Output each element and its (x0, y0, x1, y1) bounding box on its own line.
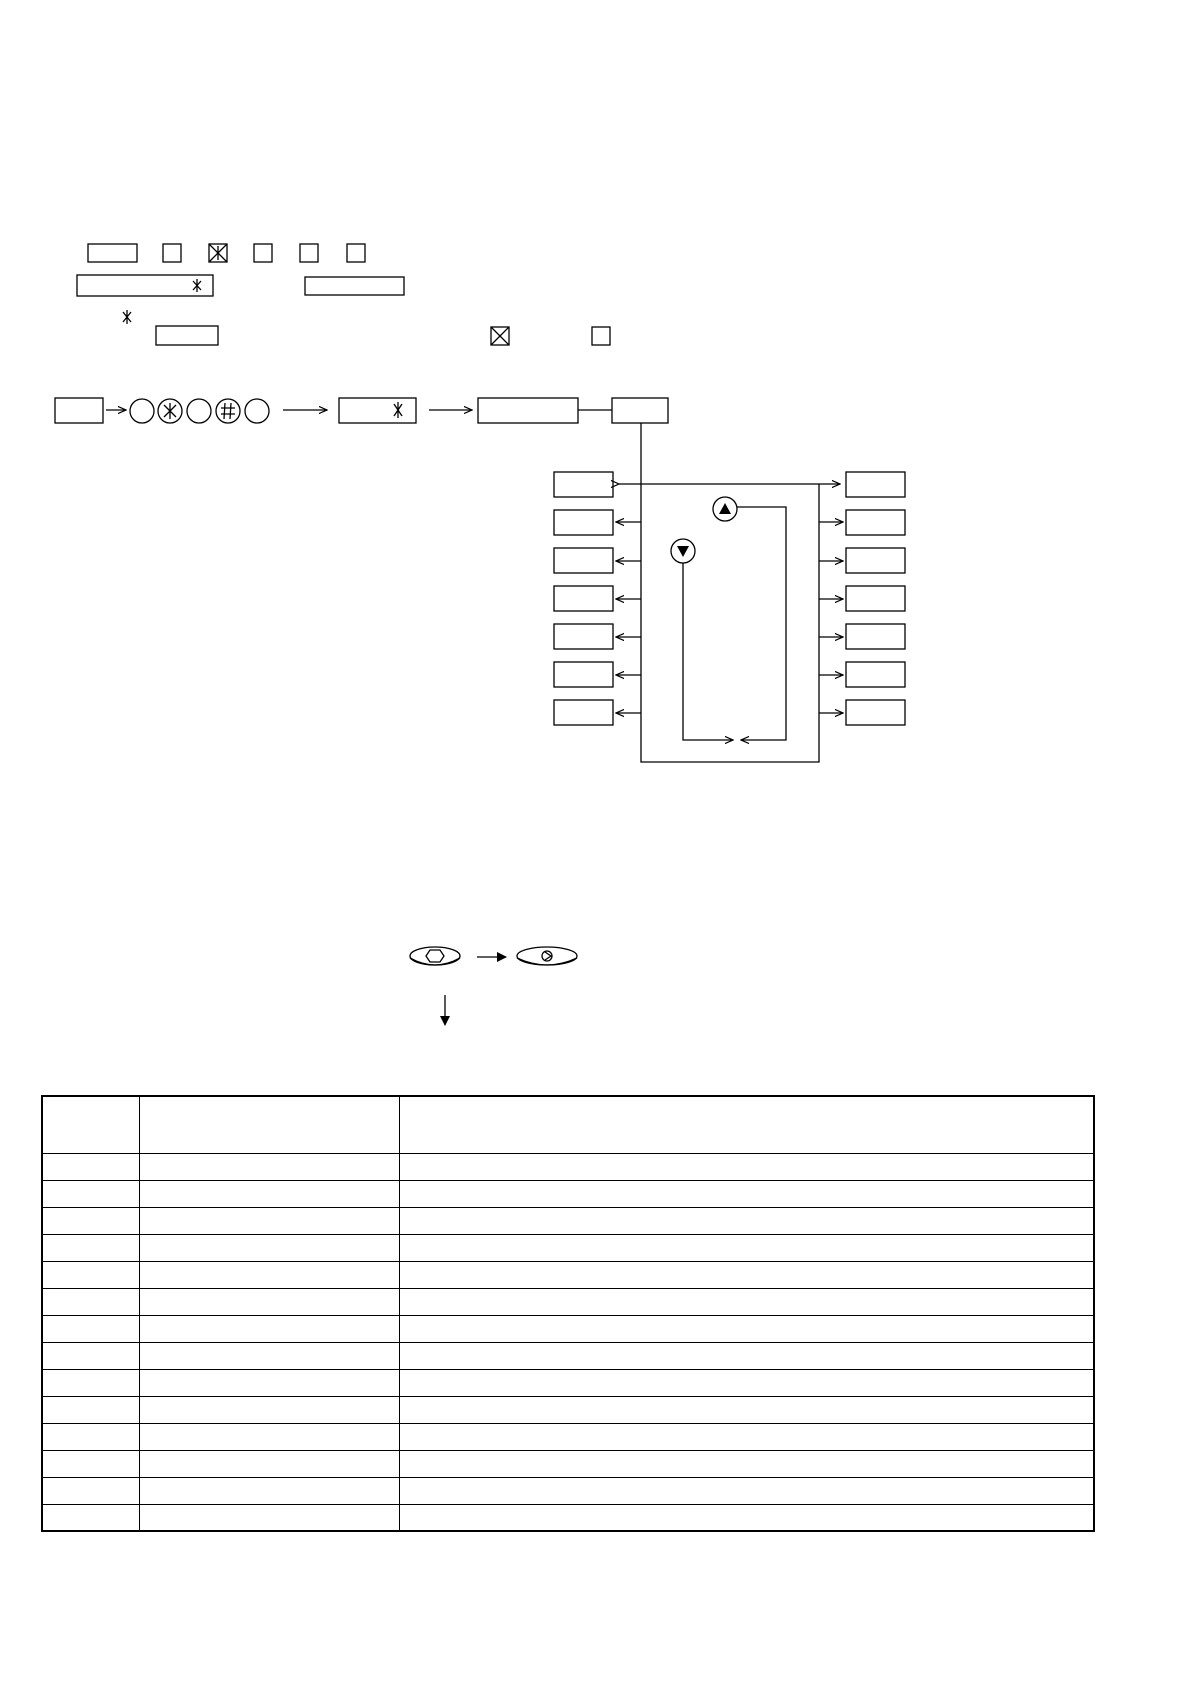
table-row (42, 1154, 1094, 1181)
table-cell (399, 1316, 1094, 1343)
table-cell (399, 1181, 1094, 1208)
legend-line-2 (77, 275, 404, 296)
legend-display-box (305, 277, 404, 295)
legend-key-wide (88, 244, 137, 262)
code-table (41, 1095, 1095, 1532)
legend-key-crossed-2 (491, 327, 509, 345)
display-box-wide (478, 398, 578, 423)
table-cell (139, 1289, 399, 1316)
table-cell (42, 1424, 139, 1451)
table-cell (42, 1343, 139, 1370)
table-cell (139, 1235, 399, 1262)
table-cell (139, 1424, 399, 1451)
table-row (42, 1208, 1094, 1235)
display-box-short (612, 398, 668, 423)
table-cell (42, 1208, 139, 1235)
table-cell (139, 1505, 399, 1532)
legend-line-1 (88, 244, 365, 262)
table-header-row (42, 1096, 1094, 1154)
menu-item-left (554, 624, 613, 649)
table-cell (42, 1154, 139, 1181)
menu-item-left (554, 586, 613, 611)
table-row (42, 1424, 1094, 1451)
display-asterisk-box (339, 398, 416, 423)
table-cell (399, 1505, 1094, 1532)
table-cell (42, 1262, 139, 1289)
menu-item-right (846, 624, 905, 649)
table-cell (399, 1154, 1094, 1181)
table-row (42, 1235, 1094, 1262)
table-row (42, 1397, 1094, 1424)
legend-key-5 (592, 327, 610, 345)
legend-key-crossed (209, 244, 227, 262)
table-cell (42, 1181, 139, 1208)
table-cell (42, 1505, 139, 1532)
table-row (42, 1289, 1094, 1316)
table-cell (399, 1478, 1094, 1505)
menu-items-left (554, 472, 641, 725)
menu-item-right (846, 662, 905, 687)
menu-items-right (819, 472, 905, 725)
menu-item-right (846, 700, 905, 725)
legend-display-small (156, 326, 218, 345)
column-header (139, 1096, 399, 1154)
menu-item-left (554, 700, 613, 725)
table-row (42, 1505, 1094, 1532)
legend-key-4 (347, 244, 365, 262)
table-row (42, 1262, 1094, 1289)
function-key-box (55, 398, 103, 423)
table-cell (139, 1208, 399, 1235)
table-cell (42, 1235, 139, 1262)
table-cell (139, 1181, 399, 1208)
number-key (130, 399, 154, 423)
menu-item-right (846, 586, 905, 611)
legend-key-1 (163, 244, 181, 262)
menu-item-left (554, 548, 613, 573)
table-cell (399, 1208, 1094, 1235)
entry-sequence (55, 398, 668, 484)
stop-key-icon (410, 947, 460, 965)
menu-item-left (554, 510, 613, 535)
legend-line-3 (123, 310, 610, 345)
column-header (399, 1096, 1094, 1154)
menu-item-right (846, 510, 905, 535)
scroll-loop (683, 507, 786, 740)
table-cell (139, 1262, 399, 1289)
number-key (245, 399, 269, 423)
asterisk-key-icon (158, 399, 182, 423)
table-cell (399, 1343, 1094, 1370)
menu-item-right (846, 548, 905, 573)
table-row (42, 1370, 1094, 1397)
table-cell (399, 1397, 1094, 1424)
start-key-icon (517, 947, 577, 965)
column-header (42, 1096, 139, 1154)
table-cell (399, 1262, 1094, 1289)
legend-key-3 (300, 244, 318, 262)
table-cell (42, 1316, 139, 1343)
table-cell (42, 1451, 139, 1478)
table-row (42, 1451, 1094, 1478)
table-cell (399, 1370, 1094, 1397)
table-cell (42, 1289, 139, 1316)
table-cell (399, 1424, 1094, 1451)
table-cell (399, 1451, 1094, 1478)
table-cell (139, 1478, 399, 1505)
table-cell (139, 1451, 399, 1478)
table-cell (42, 1478, 139, 1505)
table-cell (139, 1154, 399, 1181)
table-cell (399, 1235, 1094, 1262)
menu-item-right (846, 472, 905, 497)
hash-key-icon (216, 399, 240, 423)
legend-display-asterisk (77, 275, 213, 296)
triangle-down-icon (671, 539, 695, 563)
table-row (42, 1181, 1094, 1208)
table-row (42, 1478, 1094, 1505)
table-row (42, 1316, 1094, 1343)
table-cell (399, 1289, 1094, 1316)
table-row (42, 1343, 1094, 1370)
number-key (187, 399, 211, 423)
asterisk-icon (123, 310, 131, 324)
table-cell (139, 1397, 399, 1424)
legend-key-2 (254, 244, 272, 262)
table-cell (139, 1316, 399, 1343)
table-cell (42, 1370, 139, 1397)
menu-item-left (554, 472, 613, 497)
table-cell (139, 1343, 399, 1370)
table-cell (139, 1370, 399, 1397)
menu-item-left (554, 662, 613, 687)
menu-block (619, 484, 840, 762)
table-cell (42, 1397, 139, 1424)
triangle-up-icon (713, 497, 737, 521)
